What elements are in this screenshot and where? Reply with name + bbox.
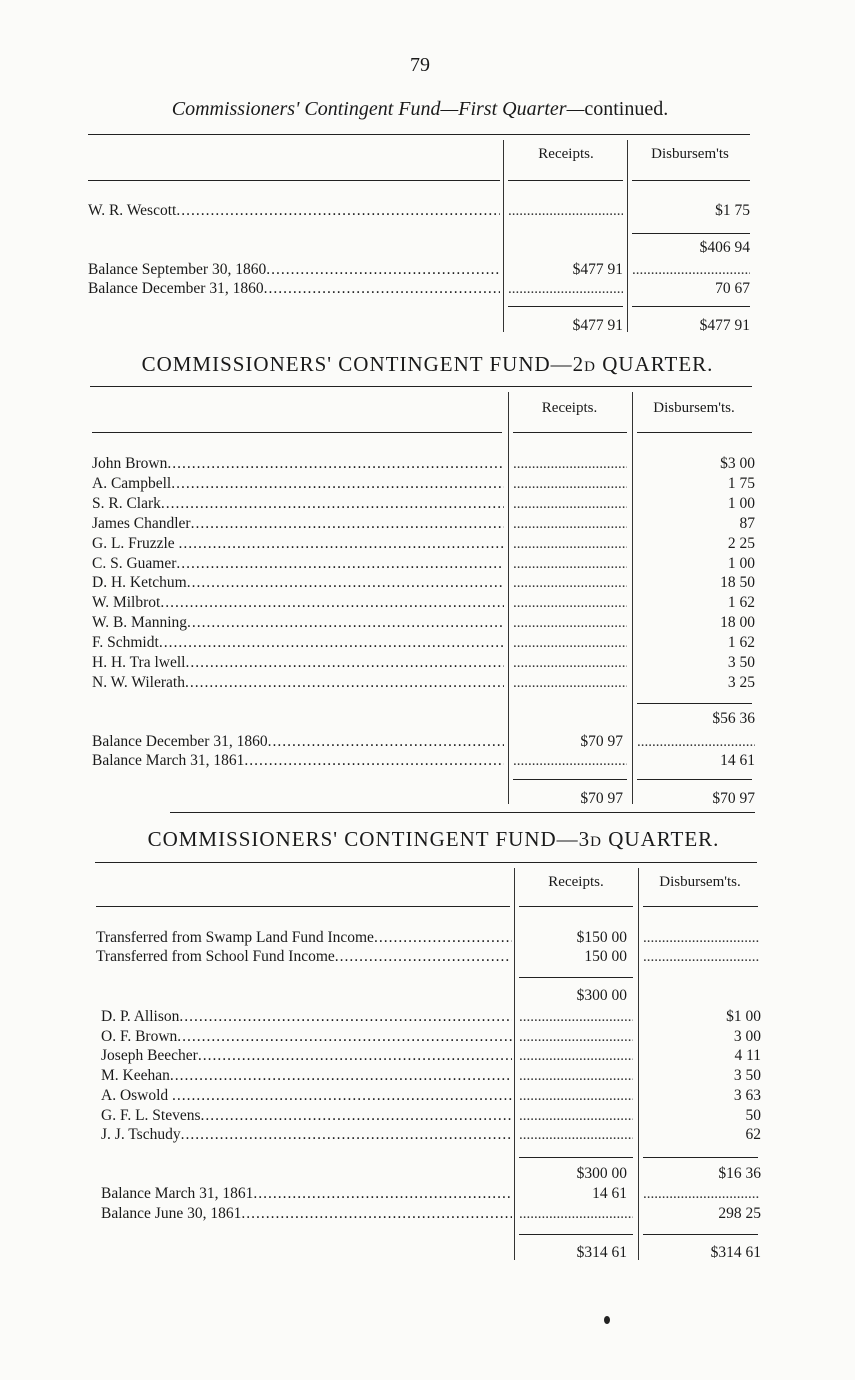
q3-transfer-row — [96, 947, 510, 967]
receipts-dots — [519, 1106, 633, 1126]
q1-header-rule-d — [632, 180, 750, 181]
q1-col-divider-2 — [627, 140, 628, 332]
receipts-dots — [513, 633, 627, 653]
receipts-dots — [513, 474, 627, 494]
list-item — [92, 573, 504, 593]
q1-balance-receipts-dots — [508, 279, 623, 299]
q2-heading: COMMISSIONERS' CONTINGENT FUND—2D QUARTER. — [141, 352, 714, 376]
payee-name: O. F. Brown — [101, 1027, 178, 1045]
q3-heading: COMMISSIONERS' CONTINGENT FUND—3D QUARTER. — [147, 827, 720, 851]
payee-name: D. H. Ketchum — [92, 574, 187, 592]
disbursement-amount: $3 00 — [720, 455, 755, 472]
list-item — [92, 534, 504, 554]
disbursement-amount: 3 63 — [733, 1086, 761, 1104]
receipts-dots — [513, 573, 627, 593]
payee-name: G. L. Fruzzle — [92, 534, 179, 552]
q3-balance-disb-dots — [643, 1184, 759, 1204]
q3-balance-name: Balance June 30, 1861 — [101, 1205, 242, 1222]
receipts-dots — [513, 494, 627, 514]
q1-balance-disb: 70 67 — [715, 280, 750, 297]
disbursement-amount: $1 00 — [726, 1008, 761, 1025]
q2-total-disb: $70 97 — [712, 790, 755, 807]
q3-transfer-receipts: 150 00 — [584, 948, 627, 965]
title-italic: Commissioners' Contingent Fund—First Quarter— — [171, 98, 585, 120]
q3-balance-receipts: 14 61 — [592, 1185, 627, 1202]
payee-name: W. B. Manning — [92, 614, 188, 632]
q1-total-disb: $477 91 — [699, 317, 750, 334]
q3-balance-name: Balance March 31, 1861 — [101, 1185, 254, 1202]
q1-row-receipts-dots — [508, 201, 623, 221]
list-item — [92, 673, 504, 693]
q3-balance-receipts-dots — [519, 1204, 633, 1224]
disbursement-amount: 3 25 — [727, 673, 755, 691]
list-item — [101, 1027, 512, 1047]
q3-header-rule-r — [519, 906, 633, 907]
q3-balance-disb: 298 25 — [718, 1205, 761, 1222]
q3-disbursements-header: Disbursem'ts. — [659, 874, 741, 890]
q3-transfer-receipts: $150 00 — [576, 929, 627, 946]
disbursement-amount: 1 62 — [727, 594, 755, 612]
payee-name: James Chandler — [92, 514, 191, 532]
list-item — [101, 1066, 512, 1086]
disbursement-amount: 50 — [745, 1106, 761, 1124]
q2-bottom-rule — [170, 812, 755, 813]
q2-subtotal-rule — [637, 703, 752, 704]
q1-balance-row — [88, 260, 500, 280]
receipts-dots — [513, 514, 627, 534]
q1-disbursements-header: Disbursem'ts — [651, 146, 729, 162]
q3-subtotal-rule-r — [519, 1157, 633, 1158]
disbursement-amount: 4 11 — [734, 1047, 761, 1065]
q2-balance-receipts-dots — [513, 751, 627, 771]
q3-subtotal-receipts: $300 00 — [576, 1165, 627, 1182]
disbursement-amount: 62 — [745, 1126, 761, 1144]
q2-total-rule-d — [637, 779, 752, 780]
q1-row-disb: $1 75 — [715, 202, 750, 219]
q1-balance-name: Balance September 30, 1860 — [88, 261, 267, 278]
payee-name: N. W. Wilerath — [92, 673, 185, 691]
list-item — [92, 494, 504, 514]
q3-total-rule-d — [643, 1234, 758, 1235]
receipts-dots — [513, 454, 627, 474]
q2-header-rule — [92, 432, 502, 433]
ink-blot — [604, 1316, 610, 1324]
page-title — [0, 98, 840, 121]
q3-top-rule — [95, 862, 757, 863]
disbursement-amount: 87 — [739, 514, 755, 532]
disbursement-amount: 1 00 — [727, 554, 755, 572]
q2-col-divider-2 — [632, 392, 633, 804]
q3-header-rule-d — [643, 906, 758, 907]
q1-total-rule-r — [508, 306, 623, 307]
q2-top-rule — [90, 386, 752, 387]
q3-total-disb: $314 61 — [710, 1244, 761, 1261]
q3-transfer-disb-dots — [643, 928, 759, 948]
list-item — [101, 1046, 512, 1066]
q2-balance-disb: 14 61 — [720, 752, 755, 769]
list-item — [92, 593, 504, 613]
receipts-dots — [513, 534, 627, 554]
q3-transfer-row — [96, 928, 512, 948]
list-item — [101, 1007, 512, 1027]
receipts-dots — [519, 1046, 633, 1066]
receipts-dots — [519, 1125, 633, 1145]
payee-name: John Brown — [92, 455, 168, 472]
q2-balance-name: Balance March 31, 1861 — [92, 752, 245, 769]
q2-header-rule-r — [513, 432, 627, 433]
q3-transfer-disb-dots — [643, 947, 759, 967]
q1-subtotal-disb: $406 94 — [699, 239, 750, 256]
q2-header-rule-d — [637, 432, 752, 433]
q2-balance-row — [92, 732, 504, 752]
disbursement-amount: 1 75 — [727, 474, 755, 492]
q3-transfer-name: Transferred from School Fund Income — [96, 948, 335, 965]
payee-name: A. Campbell — [92, 474, 172, 492]
q2-balance-name: Balance December 31, 1860 — [92, 733, 268, 750]
q2-total-receipts: $70 97 — [580, 790, 623, 807]
list-item — [92, 633, 504, 653]
q3-subtotal-rule-d — [643, 1157, 758, 1158]
q1-row-name: W. R. Wescott ..... — [88, 201, 500, 221]
q3-col-divider-2 — [638, 868, 639, 1260]
q1-receipts-header: Receipts. — [538, 146, 594, 162]
receipts-dots — [513, 554, 627, 574]
q1-balance-receipts: $477 91 — [572, 261, 623, 278]
q2-total-rule-r — [513, 779, 627, 780]
q2-balance-receipts: $70 97 — [580, 733, 623, 750]
list-item — [92, 613, 504, 633]
list-item — [92, 514, 504, 534]
q2-receipts-header: Receipts. — [541, 400, 598, 416]
payee-name: M. Keehan — [101, 1067, 170, 1085]
disbursement-amount: 2 25 — [727, 534, 755, 552]
receipts-dots — [519, 1027, 633, 1047]
q3-receipts-header: Receipts. — [548, 874, 604, 890]
payee-name: A. Oswold — [101, 1086, 173, 1104]
q1-total-receipts: $477 91 — [572, 317, 623, 334]
payee-name: W. Milbrot — [92, 594, 161, 612]
q3-total-receipts: $314 61 — [576, 1244, 627, 1261]
receipts-dots — [513, 653, 627, 673]
q3-balance-row — [101, 1184, 512, 1204]
q3-transfer-name: Transferred from Swamp Land Fund Income — [96, 929, 374, 946]
disbursement-amount: 3 00 — [733, 1027, 761, 1045]
payee-name: F. Schmidt — [92, 634, 159, 652]
receipts-dots — [513, 593, 627, 613]
list-item — [101, 1125, 512, 1145]
q1-balance-disb-dots — [632, 260, 750, 280]
disbursement-amount: 18 00 — [720, 614, 755, 632]
disbursement-amount: 3 50 — [727, 654, 755, 671]
q1-total-rule-d — [632, 306, 750, 307]
q3-balance-row — [101, 1204, 512, 1224]
payee-name: J. J. Tschudy — [101, 1126, 181, 1144]
q3-col-divider-1 — [514, 868, 515, 1260]
list-item — [92, 653, 504, 673]
q1-balance-name: Balance December 31, 1860 — [88, 280, 264, 297]
receipts-dots — [519, 1066, 633, 1086]
q3-transfer-subtotal: $300 00 — [576, 987, 627, 1004]
payee-name: H. H. Tra lwell — [92, 654, 186, 671]
list-item — [92, 474, 504, 494]
page-number: 79 — [410, 54, 430, 76]
list-item — [92, 454, 504, 474]
q3-header-rule — [96, 906, 510, 907]
list-item — [101, 1086, 512, 1106]
list-item — [92, 554, 504, 574]
q2-balance-disb-dots — [637, 732, 755, 752]
q1-header-rule-r — [508, 180, 623, 181]
receipts-dots — [513, 613, 627, 633]
payee-name: G. F. L. Stevens — [101, 1106, 201, 1124]
list-item — [101, 1106, 512, 1126]
q1-balance-row — [88, 279, 500, 299]
disbursement-amount: 1 00 — [727, 494, 755, 512]
q3-total-rule-r — [519, 1234, 633, 1235]
disbursement-amount: 1 62 — [727, 634, 755, 652]
q1-top-rule — [88, 134, 750, 135]
q3-subtotal-disb: $16 36 — [718, 1165, 761, 1182]
disbursement-amount: 18 50 — [720, 574, 755, 592]
q1-col-divider-1 — [503, 140, 504, 332]
payee-name: C. S. Guamer — [92, 554, 177, 572]
payee-name: S. R. Clark — [92, 494, 161, 512]
receipts-dots — [519, 1086, 633, 1106]
q2-col-divider-1 — [508, 392, 509, 804]
payee-name: Joseph Beecher — [101, 1047, 198, 1065]
receipts-dots — [519, 1007, 633, 1027]
disbursement-amount: 3 50 — [733, 1067, 761, 1085]
q1-subtotal-rule — [632, 233, 750, 234]
title-continued: continued. — [584, 98, 669, 120]
receipts-dots — [513, 673, 627, 693]
q1-row — [88, 201, 500, 221]
q2-balance-row — [92, 751, 504, 771]
payee-name: D. P. Allison — [101, 1008, 180, 1025]
q3-transfer-subtotal-rule — [519, 977, 633, 978]
q2-disbursements-header: Disbursem'ts. — [653, 400, 735, 416]
q2-subtotal-disb: $56 36 — [712, 710, 755, 727]
q1-header-rule — [88, 180, 500, 181]
